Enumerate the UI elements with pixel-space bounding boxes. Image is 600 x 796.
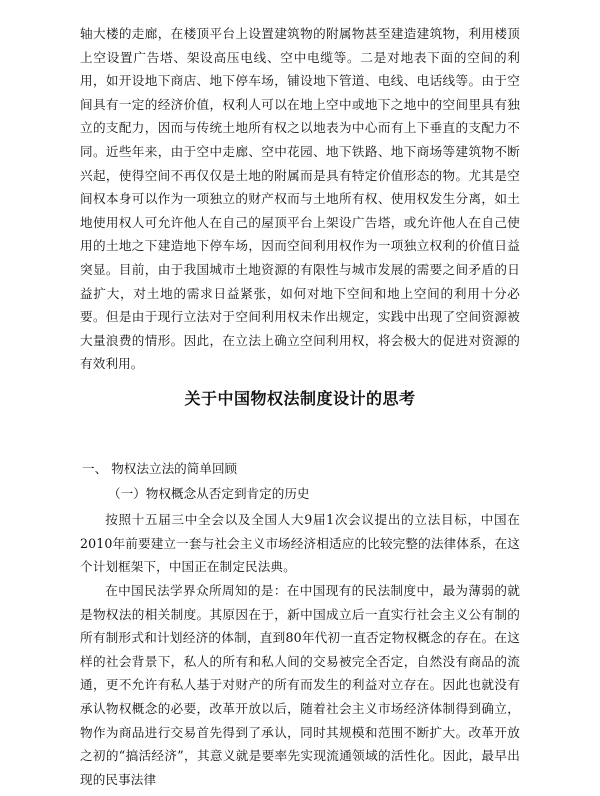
body-paragraph-known: 在中国民法学界众所周知的是：在中国现有的民法制度中，最为薄弱的就是物权法的相关制度。其原因在于，新中国成立后一直实行社会主义公有制的所有制形式和计划经济的体制，直到80年代初一直否定物权概念的存在。在这样的社会背景下，私人的所有和私人间的交易被完全否定，自然没有商品的流通，更不允许有私人基于对财产的所有而发生的利益对立存在。因此也就没有承认物权概念的必要，改革开放以后，随着社会主义市场经济体制得到确立，物作为商品进行交易首先得到了承认，同时其规模和范围不断扩大。改革开放之初的“搞活经济”，其意义就是要率先实现流通领域的活性化。因此，最早出现的民事法律 <box>80 583 520 787</box>
subsection-heading: （一）物权概念从否定到肯定的历史 <box>108 486 310 501</box>
body-paragraph-goal: 按照十五届三中全会以及全国人大9届1次会议提出的立法目标，中国在2010年前要建立一套与社会主义市场经济相适应的比较完整的法律体系，在这个计划框架下，中国正在制定民法典。 <box>80 512 520 575</box>
article-title: 关于中国物权法制度设计的思考 <box>184 389 416 408</box>
section-heading: 一、 物权法立法的简单回顾 <box>82 461 238 476</box>
intro-paragraph: 轴大楼的走廊，在楼顶平台上设置建筑物的附属物甚至建造建筑物，利用楼顶上空设置广告塔、架设高压电线、空中电缆等。二是对地表下面的空间的利用，如开设地下商店、地下停车场，铺设地下管道、电线、电话线等。由于空间具有一定的经济价值，权利人可以在地上空中或地下之地中的空间里具有独立的支配力，因而与传统土地所有权之以地表为中心而有上下垂直的支配力不同。近些年来，由于空中走廊、空中花园、地下铁路、地下商场等建筑物不断兴起，使得空间不再仅仅是土地的附属而是具有特定价值形态的物。尤其是空间权本身可以作为一项独立的财产权而与土地所有权、使用权发生分离，如土地使用权人可允许他人在自己的屋顶平台上架设广告塔，或允许他人在自己使用的土地之下建造地下停车场，因而空间利用权作为一项独立权利的价值日益突显。目前，由于我国城市土地资源的有限性与城市发展的需要之间矛盾的日益扩大，对土地的需求日益紧张，如何对地下空间和地上空间的利用十分必要。但是由于现行立法对于空间利用权未作出规定，实践中出现了空间资源被大量浪费的情形。因此，在立法上确立空间利用权，将会极大的促进对资源的有效利用。 <box>80 26 520 372</box>
